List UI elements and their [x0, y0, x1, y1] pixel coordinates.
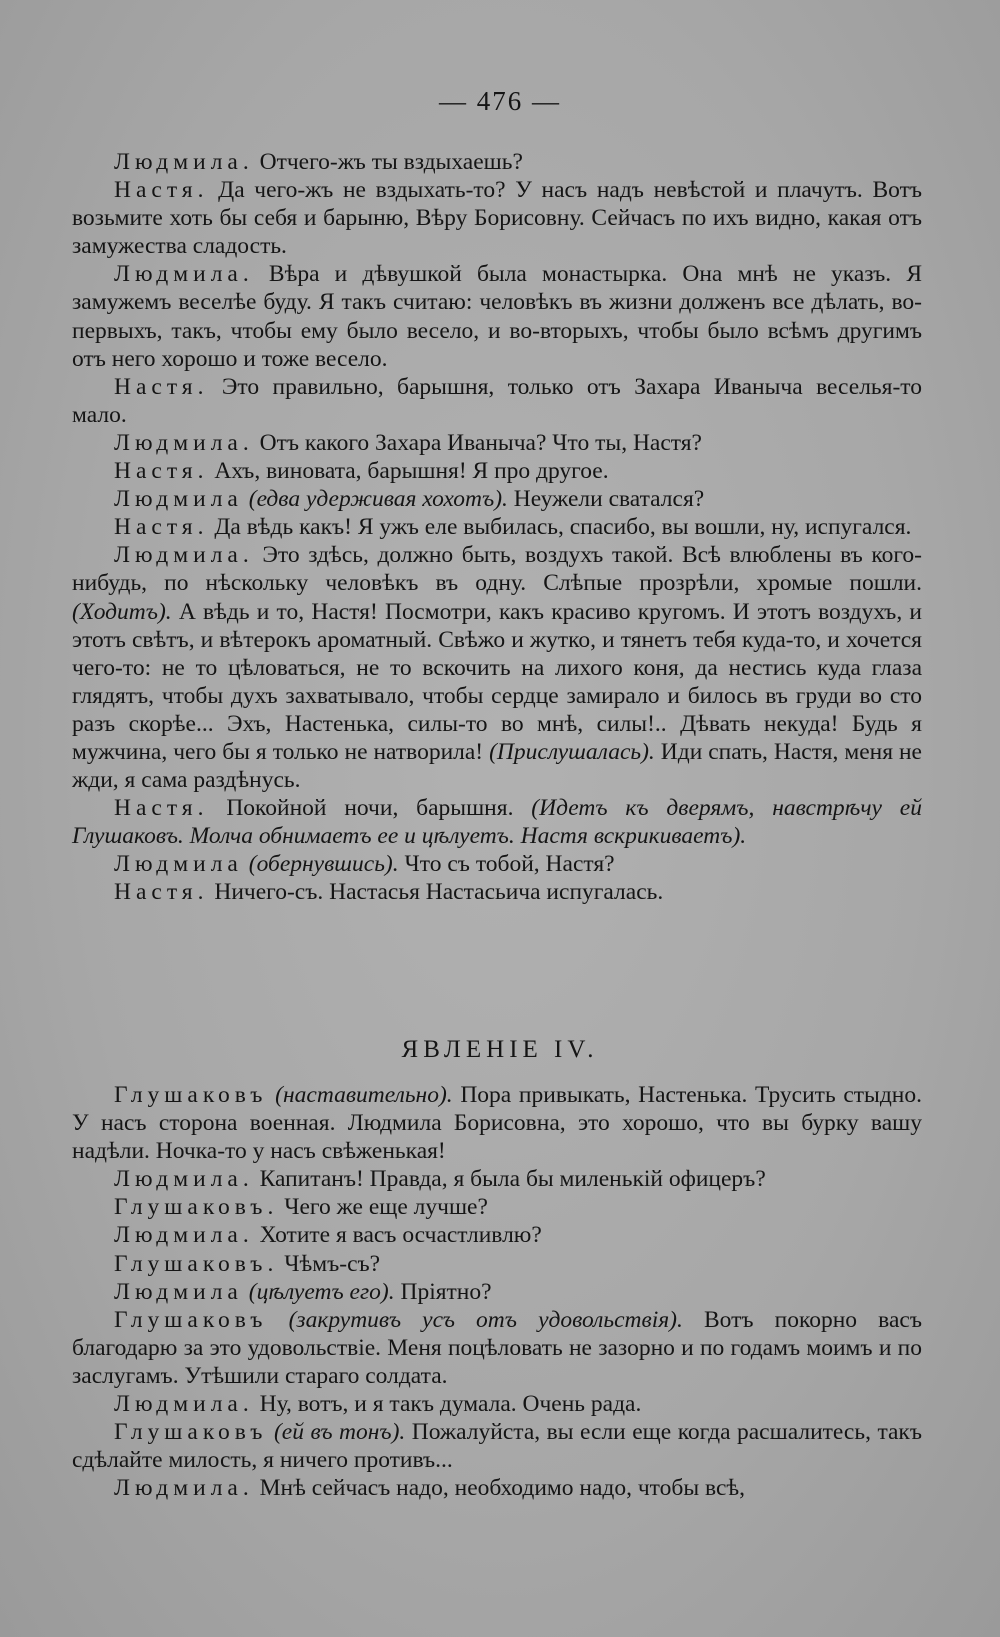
dialogue-paragraph [72, 429, 922, 457]
line-text: Иди спать, Настя, меня не жди, я сама раздѣнусь. [72, 738, 922, 794]
line-text: Это здѣсь, должно быть, воздухъ такой. Всѣ влюблены въ кого-нибудь, по нѣскольку человѣкъ въ одну. Слѣпые прозрѣли, хромые пошли. [72, 542, 922, 597]
dialogue-paragraph [72, 457, 922, 485]
speaker-name: Людмила. [114, 1166, 254, 1193]
stage-direction: (наставительно). [267, 1082, 453, 1108]
dialogue-paragraph [72, 794, 922, 850]
speaker-name: Глушаковъ. [114, 1250, 279, 1277]
speaker-name: Людмила. [114, 261, 254, 288]
line-text: Неужели сватался? [507, 486, 705, 513]
dialogue-paragraph [72, 148, 922, 176]
line-text: Капитанъ! Правда, я была бы миленькій офицеръ? [253, 1166, 766, 1193]
stage-direction: (закрутивъ усъ отъ удовольствія). [267, 1306, 683, 1333]
page-number: — 476 — [439, 86, 561, 116]
dialogue-paragraph [72, 176, 922, 260]
speaker-name: Глушаковъ [114, 1306, 268, 1333]
speaker-name: Настя. [114, 373, 209, 400]
stage-direction: (обернувшись). [242, 851, 399, 878]
speaker-name: Людмила [114, 851, 243, 878]
stage-direction: (ей въ тонъ). [267, 1419, 406, 1446]
dialogue-paragraph [72, 1418, 922, 1474]
speaker-name: Людмила [114, 486, 243, 513]
stage-direction: (Идетъ къ дверямъ, навстрѣчу ей Глушаковъ. Молча обнимаетъ ее и цѣлуетъ. Настя вскрикиваетъ). [72, 795, 922, 850]
dialogue-block-2 [72, 1081, 922, 1502]
dialogue-paragraph [72, 1474, 922, 1502]
line-text: Отчего-жъ ты вздыхаешь? [253, 149, 523, 175]
stage-direction: (цѣлуетъ его). [242, 1278, 395, 1305]
speaker-name: Людмила. [114, 149, 254, 175]
speaker-name: Людмила. [114, 429, 254, 456]
line-text: Хотите я васъ осчастливлю? [253, 1222, 542, 1249]
dialogue-paragraph [72, 850, 922, 878]
line-text: Чѣмъ-съ? [278, 1250, 381, 1277]
line-text: А вѣдь и то, Настя! Посмотри, какъ красиво кругомъ. И этотъ воздухъ, и этотъ свѣтъ, и вѣтерокъ ароматный. Свѣжо и жутко, и тянетъ тебя куда-то, и хочется чего-то: не то цѣловаться, не то вскочить на лихого коня, да нестись куда глаза глядятъ, чтобы духъ захватывало, чтобы сердце замирало и билось въ груди во сто разъ скорѣе... Эхъ, Настенька, силы-то во мнѣ, силы!.. Дѣвать некуда! Будь я мужчина, чего бы я только не натворила! [72, 598, 922, 765]
line-text: Пора привыкать, Настенька. Трусить стыдно. У насъ сторона военная. Людмила Борисовна, это хорошо, что вы бурку вашу надѣли. Ночка-то у насъ свѣженькая! [72, 1082, 922, 1165]
line-text: Ахъ, виновата, барышня! Я про другое. [208, 458, 609, 485]
speaker-name: Людмила. [114, 1391, 254, 1418]
dialogue-paragraph [72, 878, 922, 906]
dialogue-paragraph [72, 1250, 922, 1278]
dialogue-paragraph [72, 513, 922, 541]
line-text: Вотъ покорно васъ благодарю за это удовольствіе. Меня поцѣловать не зазорно и по годамъ моимъ и по заслугамъ. Утѣшили стараго солдата. [72, 1306, 922, 1389]
dialogue-paragraph [72, 1390, 922, 1418]
speaker-name: Настя. [114, 514, 209, 541]
line-text: Что съ тобой, Настя? [398, 851, 615, 878]
dialogue-paragraph [72, 1165, 922, 1193]
line-text: Пожалуйста, вы если еще когда расшалитесь, такъ сдѣлайте милость, я ничего противъ... [72, 1419, 922, 1474]
dialogue-paragraph [72, 260, 922, 372]
line-text: Ничего-съ. Настасья Настасьича испугалась. [208, 879, 664, 906]
speaker-name: Людмила. [114, 1222, 254, 1249]
line-text: Мнѣ сейчасъ надо, необходимо надо, чтобы всѣ, [253, 1475, 746, 1502]
line-text: Пріятно? [394, 1278, 492, 1305]
dialogue-paragraph [72, 1221, 922, 1249]
line-text: Покойной ночи, барышня. [208, 795, 514, 822]
stage-direction: (Ходитъ). [72, 598, 172, 625]
speaker-name: Настя. [114, 458, 209, 485]
speaker-name: Глушаковъ. [114, 1194, 279, 1221]
line-text: Да вѣдь какъ! Я ужъ еле выбилась, спасибо, вы вошли, ну, испугался. [208, 514, 912, 541]
dialogue-paragraph [72, 485, 922, 513]
speaker-name: Глушаковъ [114, 1082, 268, 1108]
line-text: Это правильно, барышня, только отъ Захара Иваныча веселья-то мало. [72, 373, 922, 428]
speaker-name: Глушаковъ [114, 1419, 268, 1446]
dialogue-paragraph [72, 1081, 922, 1165]
dialogue-paragraph [72, 1278, 922, 1306]
line-text: Вѣра и дѣвушкой была монастырка. Она мнѣ не указъ. Я замужемъ веселѣе буду. Я такъ считаю: человѣкъ въ жизни долженъ все дѣлать, во-первыхъ, такъ, чтобы ему было весело, и во-вторыхъ, чтобы было всѣмъ другимъ отъ него хорошо и тоже весело. [72, 261, 922, 372]
speaker-name: Людмила. [114, 1475, 254, 1502]
dialogue-paragraph [72, 373, 922, 429]
dialogue-paragraph [72, 1193, 922, 1221]
line-text: Отъ какого Захара Иваныча? Что ты, Настя? [253, 429, 702, 456]
stage-direction: (Прислушалась). [483, 738, 655, 765]
stage-direction: (едва удерживая хохотъ). [242, 486, 508, 513]
speaker-name: Людмила [114, 1278, 243, 1305]
speaker-name: Настя. [114, 177, 209, 204]
scene-heading: ЯВЛЕНІЕ IV. [401, 1036, 599, 1063]
dialogue-block-1 [72, 148, 922, 907]
speaker-name: Настя. [114, 879, 209, 906]
line-text: Чего же еще лучше? [278, 1194, 488, 1221]
dialogue-paragraph [72, 1306, 922, 1390]
speaker-name: Настя. [114, 795, 209, 822]
line-text: Да чего-жъ не вздыхать-то? У насъ надъ невѣстой и плачутъ. Вотъ возьмите хоть бы себя и барыню, Вѣру Борисовну. Сейчасъ по ихъ видно, какая отъ замужества сладость. [72, 177, 922, 260]
line-text: Ну, вотъ, и я такъ думала. Очень рада. [253, 1391, 642, 1418]
dialogue-paragraph [72, 541, 922, 794]
speaker-name: Людмила. [114, 542, 254, 569]
